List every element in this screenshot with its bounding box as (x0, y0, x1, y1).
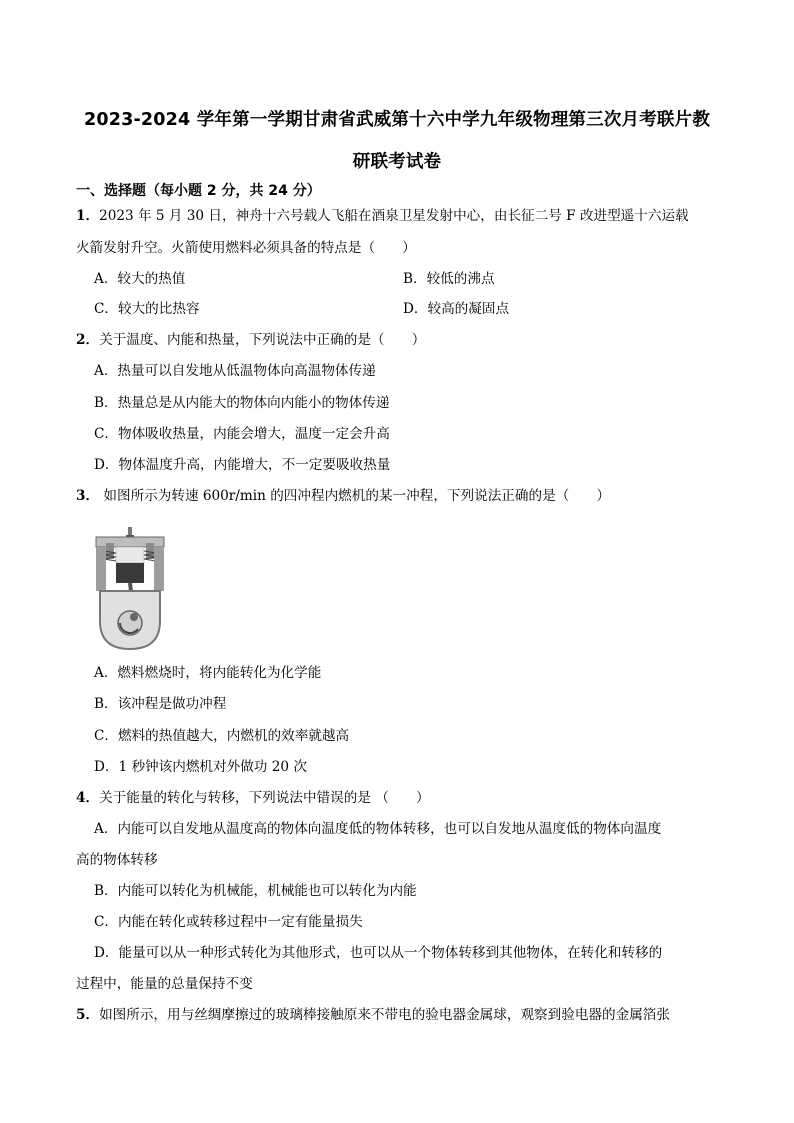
question-number: 2． (76, 332, 100, 348)
section-heading-multiple-choice: 一、选择题（每小题 2 分，共 24 分） (76, 183, 321, 199)
question-number: 1． (76, 208, 100, 224)
q3-option-d: D．1 秒钟该内燃机对外做功 20 次 (94, 759, 307, 775)
question-5 (76, 1005, 670, 1025)
q2-option-a: A．热量可以自发地从低温物体向高温物体传递 (94, 363, 376, 379)
q4-option-a-continued: 高的物体转移 (76, 852, 158, 868)
q3-option-b: B．该冲程是做功冲程 (94, 696, 227, 712)
q1-option-d: D．较高的凝固点 (403, 301, 510, 317)
question-text: 如图所示为转速 600r/min 的四冲程内燃机的某一冲程，下列说法正确的是（ ） (99, 488, 611, 504)
piston-icon (116, 563, 144, 583)
q4-option-d: D．能量可以从一种形式转化为其他形式，也可以从一个物体转移到其他物体，在转化和转移的 (94, 945, 663, 961)
question-number: 3． (76, 488, 100, 504)
question-text: 如图所示，用与丝绸摩擦过的玻璃棒接触原来不带电的验电器金属球，观察到验电器的金属箔张 (99, 1007, 670, 1023)
q3-option-a: A．燃料燃烧时，将内能转化为化学能 (94, 665, 322, 681)
q1-option-a: A．较大的热值 (94, 271, 186, 287)
question-3 (76, 486, 610, 506)
question-4 (76, 788, 430, 808)
exam-title-line-2: 研联考试卷 (352, 152, 442, 172)
engine-stroke-diagram-figure (94, 525, 166, 653)
q1-option-b: B．较低的沸点 (403, 271, 495, 287)
crankshaft-icon (118, 611, 142, 635)
question-1-continued: 火箭发射升空。火箭使用燃料必须具备的特点是（ ） (76, 240, 416, 256)
q2-option-b: B．热量总是从内能大的物体向内能小的物体传递 (94, 395, 390, 411)
question-number: 4． (76, 790, 100, 806)
question-2 (76, 330, 425, 350)
question-text: 关于能量的转化与转移，下列说法中错误的是 （ ） (99, 790, 430, 806)
question-number: 5． (76, 1007, 100, 1023)
q1-option-c: C．较大的比热容 (94, 301, 200, 317)
q4-option-c: C．内能在转化或转移过程中一定有能量损失 (94, 914, 363, 930)
question-text: 关于温度、内能和热量，下列说法中正确的是（ ） (99, 332, 426, 348)
question-text: 2023 年 5 月 30 日，神舟十六号载人飞船在酒泉卫星发射中心，由长征二号 F 改进型遥十六运载 (99, 208, 689, 224)
q3-option-c: C．燃料的热值越大，内燃机的效率就越高 (94, 728, 350, 744)
q4-option-d-continued: 过程中，能量的总量保持不变 (76, 976, 253, 992)
q4-option-a: A．内能可以自发地从温度高的物体向温度低的物体转移，也可以自发地从温度低的物体向温度 (94, 821, 662, 837)
q2-option-c: C．物体吸收热量，内能会增大，温度一定会升高 (94, 426, 390, 442)
q2-option-d: D．物体温度升高，内能增大，不一定要吸收热量 (94, 457, 391, 473)
q4-option-b: B．内能可以转化为机械能，机械能也可以转化为内能 (94, 883, 417, 899)
question-1 (76, 206, 689, 226)
exam-title-line-1: 2023-2024 学年第一学期甘肃省武威第十六中学九年级物理第三次月考联片教 (83, 110, 711, 130)
